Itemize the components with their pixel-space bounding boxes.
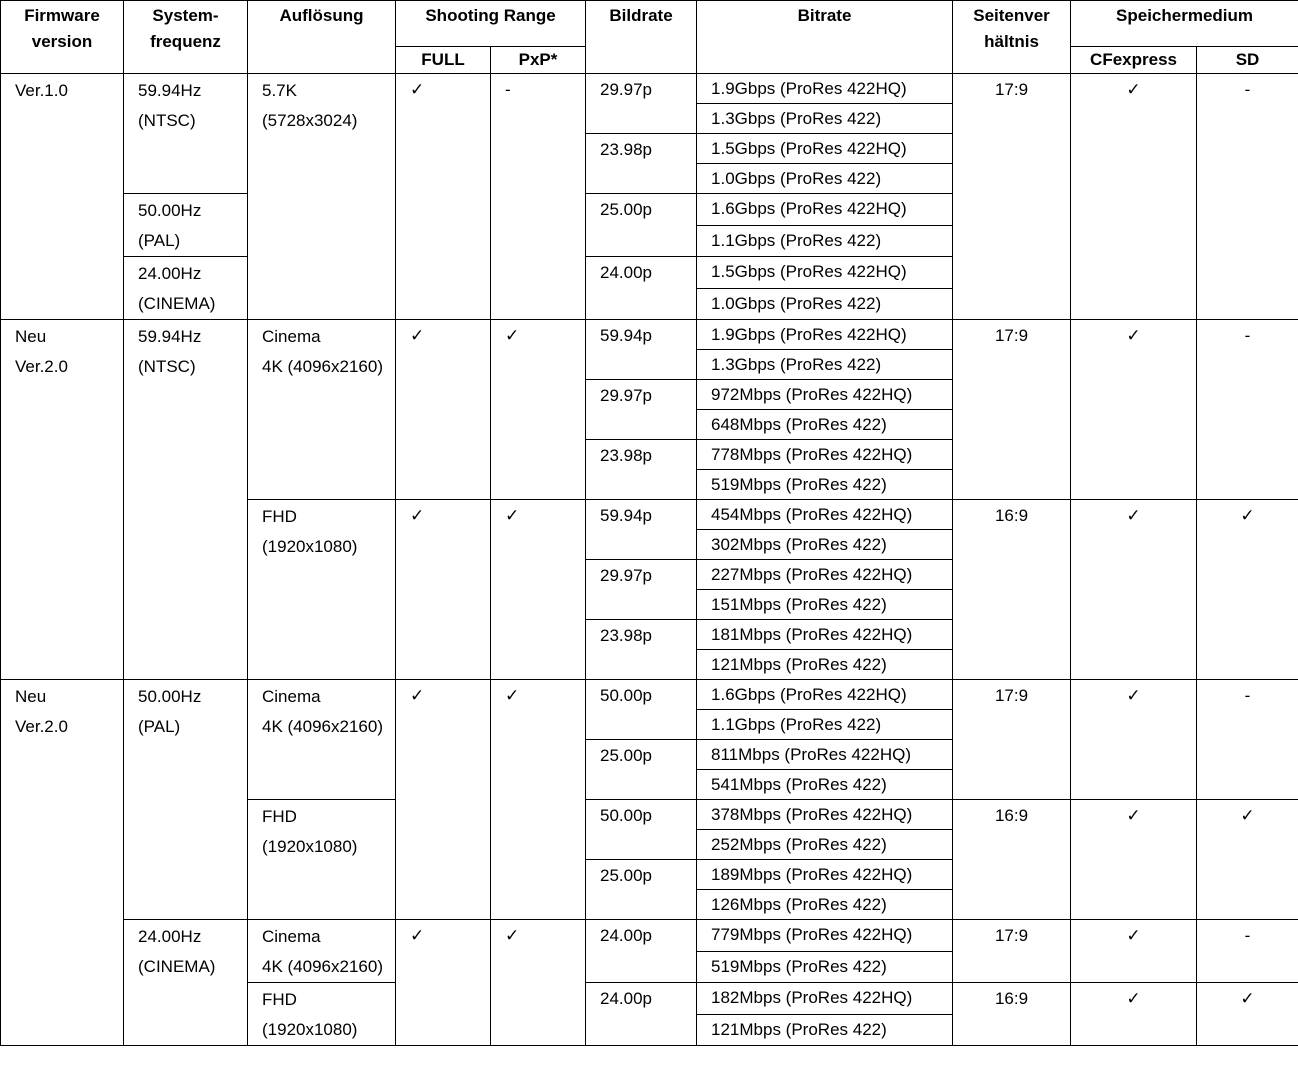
shooting-full-cell: ✓: [396, 920, 491, 1046]
resolution-cell: FHD (1920x1080): [248, 800, 396, 920]
frame-rate-cell: 23.98p: [586, 440, 697, 500]
resolution-cell: 5.7K (5728x3024): [248, 74, 396, 320]
table-row: [1, 920, 1298, 952]
frequency-cell: 59.94Hz (NTSC): [124, 74, 248, 194]
shooting-full-cell: ✓: [396, 500, 491, 680]
frequency-cell: 50.00Hz (PAL): [124, 194, 248, 257]
storage-cfexpress-cell: ✓: [1071, 920, 1197, 983]
bitrate-cell: 779Mbps (ProRes 422HQ): [697, 920, 953, 952]
frame-rate-cell: 24.00p: [586, 920, 697, 983]
aspect-ratio-cell: 17:9: [953, 680, 1071, 800]
bitrate-cell: 378Mbps (ProRes 422HQ): [697, 800, 953, 830]
firmware-cell: Neu Ver.2.0: [1, 320, 124, 680]
bitrate-cell: 252Mbps (ProRes 422): [697, 830, 953, 860]
bitrate-cell: 811Mbps (ProRes 422HQ): [697, 740, 953, 770]
bitrate-cell: 1.3Gbps (ProRes 422): [697, 104, 953, 134]
bitrate-cell: 189Mbps (ProRes 422HQ): [697, 860, 953, 890]
shooting-full-cell: ✓: [396, 74, 491, 320]
table-row: [1, 320, 1298, 350]
bitrate-cell: 454Mbps (ProRes 422HQ): [697, 500, 953, 530]
bitrate-cell: 1.5Gbps (ProRes 422HQ): [697, 257, 953, 289]
frequency-cell: 50.00Hz (PAL): [124, 680, 248, 920]
bitrate-cell: 519Mbps (ProRes 422): [697, 951, 953, 983]
bitrate-cell: 519Mbps (ProRes 422): [697, 470, 953, 500]
bitrate-cell: 227Mbps (ProRes 422HQ): [697, 560, 953, 590]
storage-sd-cell: -: [1197, 74, 1298, 320]
bitrate-cell: 121Mbps (ProRes 422): [697, 650, 953, 680]
frame-rate-cell: 23.98p: [586, 620, 697, 680]
header-shooting-pxp: PxP*: [491, 47, 586, 74]
storage-sd-cell: ✓: [1197, 983, 1298, 1046]
resolution-cell: FHD (1920x1080): [248, 500, 396, 680]
frame-rate-cell: 25.00p: [586, 860, 697, 920]
shooting-pxp-cell: ✓: [491, 500, 586, 680]
aspect-ratio-cell: 17:9: [953, 74, 1071, 320]
resolution-cell: Cinema 4K (4096x2160): [248, 680, 396, 800]
bitrate-cell: 972Mbps (ProRes 422HQ): [697, 380, 953, 410]
storage-cfexpress-cell: ✓: [1071, 74, 1197, 320]
resolution-cell: Cinema 4K (4096x2160): [248, 920, 396, 983]
frame-rate-cell: 29.97p: [586, 560, 697, 620]
header-storage-cfexpress: CFexpress: [1071, 47, 1197, 74]
storage-sd-cell: ✓: [1197, 800, 1298, 920]
bitrate-cell: 1.3Gbps (ProRes 422): [697, 350, 953, 380]
shooting-pxp-cell: ✓: [491, 680, 586, 920]
header-resolution: Auflösung: [248, 1, 396, 74]
shooting-pxp-cell: -: [491, 74, 586, 320]
storage-sd-cell: -: [1197, 920, 1298, 983]
storage-cfexpress-cell: ✓: [1071, 680, 1197, 800]
shooting-full-cell: ✓: [396, 320, 491, 500]
bitrate-cell: 151Mbps (ProRes 422): [697, 590, 953, 620]
shooting-pxp-cell: ✓: [491, 320, 586, 500]
storage-cfexpress-cell: ✓: [1071, 320, 1197, 500]
shooting-full-cell: ✓: [396, 680, 491, 920]
header-shooting-full: FULL: [396, 47, 491, 74]
firmware-cell: Ver.1.0: [1, 74, 124, 320]
bitrate-cell: 1.6Gbps (ProRes 422HQ): [697, 680, 953, 710]
header-frame-rate: Bildrate: [586, 1, 697, 74]
frame-rate-cell: 50.00p: [586, 680, 697, 740]
firmware-cell: Neu Ver.2.0: [1, 680, 124, 1046]
storage-sd-cell: -: [1197, 320, 1298, 500]
header-storage-medium: Speichermedium: [1071, 1, 1298, 47]
header-shooting-range: Shooting Range: [396, 1, 586, 47]
storage-sd-cell: ✓: [1197, 500, 1298, 680]
bitrate-cell: 1.9Gbps (ProRes 422HQ): [697, 74, 953, 104]
frame-rate-cell: 25.00p: [586, 740, 697, 800]
aspect-ratio-cell: 17:9: [953, 320, 1071, 500]
storage-cfexpress-cell: ✓: [1071, 983, 1197, 1046]
bitrate-cell: 1.1Gbps (ProRes 422): [697, 710, 953, 740]
header-aspect-ratio: Seitenver hältnis: [953, 1, 1071, 74]
resolution-cell: FHD (1920x1080): [248, 983, 396, 1046]
frame-rate-cell: 24.00p: [586, 257, 697, 320]
bitrate-cell: 1.0Gbps (ProRes 422): [697, 288, 953, 320]
storage-cfexpress-cell: ✓: [1071, 800, 1197, 920]
bitrate-cell: 1.9Gbps (ProRes 422HQ): [697, 320, 953, 350]
aspect-ratio-cell: 17:9: [953, 920, 1071, 983]
bitrate-cell: 1.5Gbps (ProRes 422HQ): [697, 134, 953, 164]
bitrate-cell: 302Mbps (ProRes 422): [697, 530, 953, 560]
frame-rate-cell: 59.94p: [586, 320, 697, 380]
storage-sd-cell: -: [1197, 680, 1298, 800]
bitrate-cell: 778Mbps (ProRes 422HQ): [697, 440, 953, 470]
header-storage-sd: SD: [1197, 47, 1298, 74]
frame-rate-cell: 50.00p: [586, 800, 697, 860]
bitrate-cell: 648Mbps (ProRes 422): [697, 410, 953, 440]
bitrate-cell: 1.1Gbps (ProRes 422): [697, 225, 953, 257]
frequency-cell: 24.00Hz (CINEMA): [124, 920, 248, 1046]
header-bitrate: Bitrate: [697, 1, 953, 74]
header-firmware-version: Firmware version: [1, 1, 124, 74]
aspect-ratio-cell: 16:9: [953, 983, 1071, 1046]
frame-rate-cell: 25.00p: [586, 194, 697, 257]
frame-rate-cell: 24.00p: [586, 983, 697, 1046]
table-body: [1, 74, 1298, 1046]
bitrate-cell: 126Mbps (ProRes 422): [697, 890, 953, 920]
aspect-ratio-cell: 16:9: [953, 500, 1071, 680]
bitrate-cell: 182Mbps (ProRes 422HQ): [697, 983, 953, 1015]
aspect-ratio-cell: 16:9: [953, 800, 1071, 920]
table-row: [1, 74, 1298, 104]
bitrate-cell: 121Mbps (ProRes 422): [697, 1014, 953, 1046]
table-row: [1, 680, 1298, 710]
frame-rate-cell: 59.94p: [586, 500, 697, 560]
shooting-pxp-cell: ✓: [491, 920, 586, 1046]
bitrate-cell: 1.0Gbps (ProRes 422): [697, 164, 953, 194]
frequency-cell: 59.94Hz (NTSC): [124, 320, 248, 680]
frame-rate-cell: 23.98p: [586, 134, 697, 194]
frame-rate-cell: 29.97p: [586, 74, 697, 134]
header-system-frequency: System- frequenz: [124, 1, 248, 74]
resolution-cell: Cinema 4K (4096x2160): [248, 320, 396, 500]
frame-rate-cell: 29.97p: [586, 380, 697, 440]
frequency-cell: 24.00Hz (CINEMA): [124, 257, 248, 320]
bitrate-cell: 181Mbps (ProRes 422HQ): [697, 620, 953, 650]
bitrate-cell: 1.6Gbps (ProRes 422HQ): [697, 194, 953, 226]
storage-cfexpress-cell: ✓: [1071, 500, 1197, 680]
bitrate-cell: 541Mbps (ProRes 422): [697, 770, 953, 800]
